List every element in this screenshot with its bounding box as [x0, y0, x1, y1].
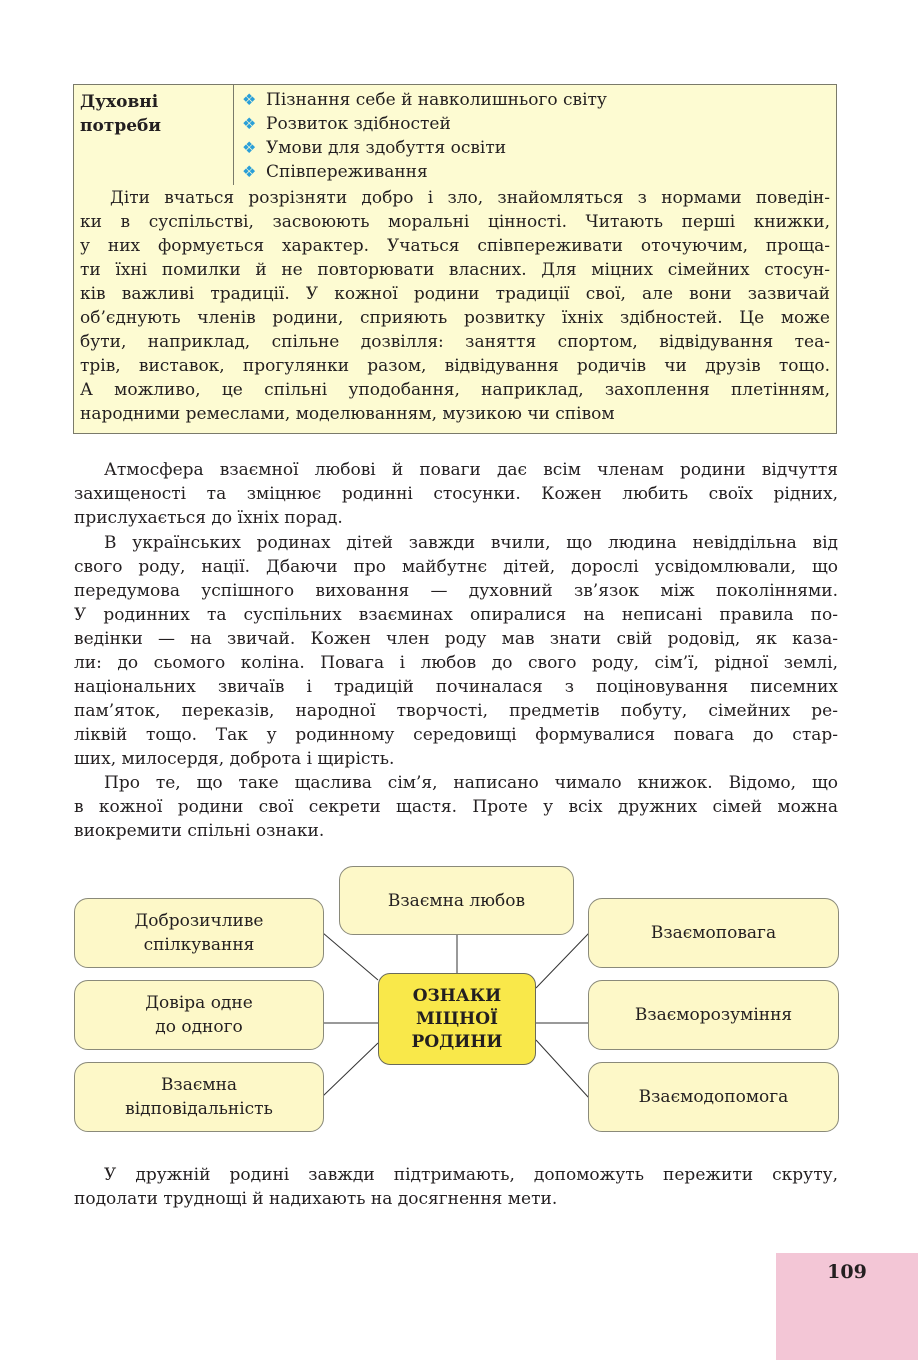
diamond-bullet-icon: ❖ [242, 114, 257, 133]
box-divider [233, 85, 234, 185]
connector-right-3 [536, 1040, 589, 1098]
paragraph-3: Про те, що таке щаслива сім’я, написано чимало книжок. Відомо, що в кожної родини свої секрети щастя. Проте у всіх дружних сімей можна виокремити спільні ознаки. [74, 773, 838, 841]
node-mutual-trust: Довіра одне до одного [74, 980, 324, 1050]
needs-label: Духовні потреби [80, 92, 161, 136]
connector-left-3 [323, 1043, 378, 1096]
node-mutual-love: Взаємна любов [339, 866, 574, 935]
node-mutual-respect: Взаємоповага [588, 898, 839, 968]
needs-box [73, 84, 837, 434]
connector-left-1 [323, 933, 378, 980]
page-number-tab [776, 1253, 918, 1360]
paragraph-2: В українських родинах дітей завжди вчили, що людина невіддільна від свого роду, нації. Дбаючи про майбутнє дітей, дорослі усвідомлювали, що передумова успішного виховання — духовний зв’язок між поколіннями. У родинних та суспільних взаєминах опиралися на неписані правила по- ведінки — на звичай. Кожен член роду мав знати свій родовід, як каза- ли: до сьомого коліна. Повага і любов до свого роду, сім’ї, рідної землі, національних звичаїв і традицій починалася з поціновування писемних пам’яток, переказів, народної творчості, предметів побуту, сімейних ре- ліквій тощо. Так у родинному середовищі формувалися повага до стар- ших, милосердя, доброта і щирість. [74, 533, 838, 769]
page-number: 109 [827, 1261, 867, 1283]
paragraph-1: Атмосфера взаємної любові й поваги дає всім членам родини відчуття захищеності та зміцнює родинні стосунки. Кожен любить своїх рідних, прислухається до їхніх порад. [74, 460, 838, 528]
needs-box-text: Діти вчаться розрізняти добро і зло, знайомляться з нормами поведін- ки в суспільстві, засвоюють моральні цінності. Читають перші книжки, у них формується характер. Учаться співпереживати оточуючим, проща- ти їхні помилки й не повторювати власних. Для міцних сімейних стосун- ків важливі традиції. У кожної родини традиції свої, але вони зазвичай об’єднують членів родини, сприяють розвитку їхніх здібностей. Це може бути, наприклад, спільне дозвілля: заняття спортом, відвідування теа- трів, виставок, прогулянки разом, відвідування родичів чи друзів тощо. А можливо, це спільні уподобання, наприклад, захоплення плетінням, народними ремеслами, моделюванням, музикою чи співом [80, 188, 830, 424]
needs-list-item: ❖ Співпереживання [242, 162, 428, 182]
node-mutual-help: Взаємодопомога [588, 1062, 839, 1132]
needs-list-item: ❖ Розвиток здібностей [242, 114, 451, 134]
family-signs-diagram [0, 860, 918, 1140]
needs-list-item: ❖ Умови для здобуття освіти [242, 138, 507, 158]
node-mutual-responsibility: Взаємна відповідальність [74, 1062, 324, 1132]
connector-right-1 [536, 933, 589, 988]
diamond-bullet-icon: ❖ [242, 162, 257, 181]
node-mutual-understanding: Взаєморозуміння [588, 980, 839, 1050]
node-center: ОЗНАКИ МІЦНОЇ РОДИНИ [378, 973, 536, 1065]
diamond-bullet-icon: ❖ [242, 138, 257, 157]
paragraph-4: У дружній родині завжди підтримають, допоможуть пережити скруту, подолати труднощі й надихають на досягнення мети. [74, 1165, 838, 1209]
needs-list [242, 88, 607, 184]
node-friendly-communication: Доброзичливе спілкування [74, 898, 324, 968]
needs-list-item: ❖ Пізнання себе й навколишнього світу [242, 90, 607, 110]
diamond-bullet-icon: ❖ [242, 90, 257, 109]
